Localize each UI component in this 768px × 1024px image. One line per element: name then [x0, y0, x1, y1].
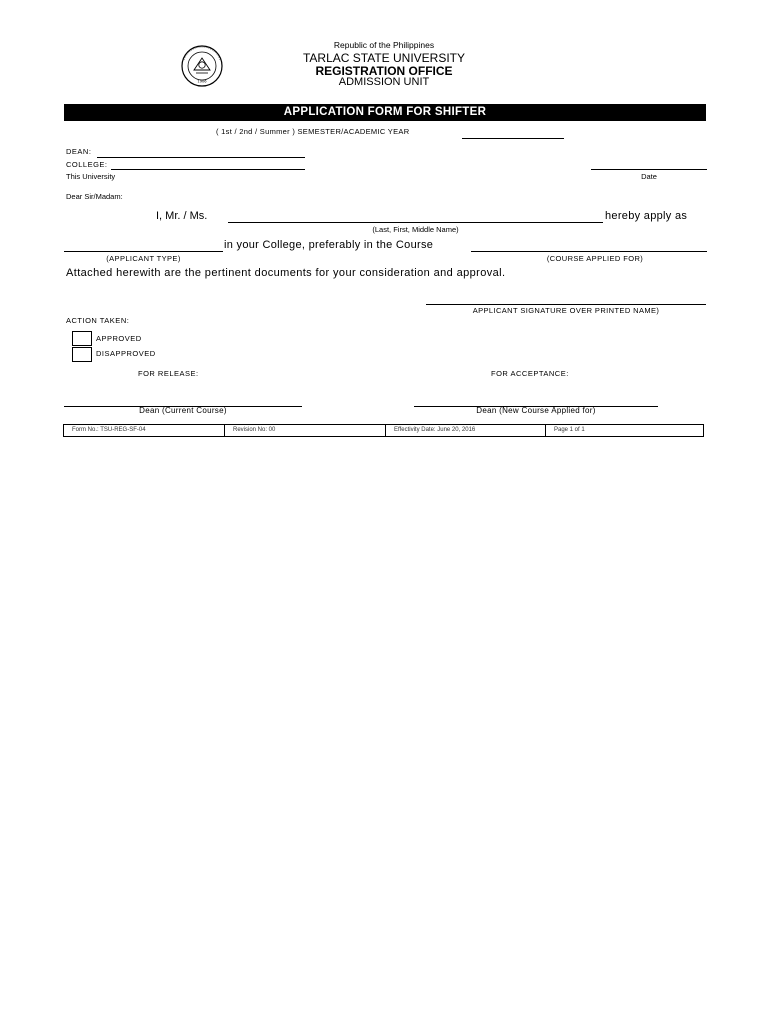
academic-year-field[interactable]: [462, 138, 564, 139]
dean-new-caption: Dean (New Course Applied for): [476, 406, 596, 415]
form-number: Form No.: TSU-REG-SF-04: [64, 425, 225, 436]
form-footer-table: [63, 424, 704, 437]
university-name: TARLAC STATE UNIVERSITY: [302, 51, 466, 65]
seal-year: 1906: [197, 79, 207, 84]
dean-field[interactable]: [97, 157, 305, 158]
hereby-text: hereby apply as: [605, 210, 688, 222]
republic-line: Republic of the Philippines: [333, 40, 435, 50]
in-college-text: in your College, preferably in the Course: [224, 239, 434, 251]
disapproved-label: DISAPPROVED: [96, 349, 156, 358]
unit-name: ADMISSION UNIT: [338, 76, 430, 88]
approved-label: APPROVED: [96, 334, 142, 343]
applicant-name-field[interactable]: [228, 222, 603, 223]
page-number: Page 1 of 1: [554, 427, 585, 433]
action-taken-label: ACTION TAKEN:: [66, 316, 130, 325]
dean-current-caption: Dean (Current Course): [139, 406, 227, 415]
salutation: Dear Sir/Madam:: [66, 192, 123, 201]
for-release-label: FOR RELEASE:: [138, 369, 199, 378]
course-caption: (COURSE APPLIED FOR): [546, 254, 644, 263]
for-acceptance-label: FOR ACCEPTANCE:: [491, 369, 569, 378]
dean-label: DEAN:: [66, 147, 92, 156]
date-field[interactable]: [591, 169, 707, 170]
course-field[interactable]: [471, 251, 707, 252]
semester-label: ( 1st / 2nd / Summer ) SEMESTER/ACADEMIC YEAR: [216, 127, 410, 136]
intro-text: I, Mr. / Ms.: [156, 210, 208, 222]
office-name: REGISTRATION OFFICE: [315, 64, 453, 78]
attached-text: Attached herewith are the pertinent documents for your consideration and approval.: [66, 267, 506, 279]
name-caption: (Last, First, Middle Name): [372, 225, 459, 234]
applicant-signature-field[interactable]: [426, 304, 706, 305]
disapproved-checkbox[interactable]: [72, 347, 92, 362]
university-seal: [172, 44, 232, 88]
revision-number: Revision No: 00: [225, 425, 386, 436]
college-field[interactable]: [111, 169, 305, 170]
effectivity-date: Effectivity Date: June 20, 2016: [386, 425, 546, 436]
form-title-banner: APPLICATION FORM FOR SHIFTER: [64, 104, 706, 121]
college-label: COLLEGE:: [66, 160, 108, 169]
date-label: Date: [641, 172, 657, 181]
applicant-type-field[interactable]: [64, 251, 223, 252]
approved-checkbox[interactable]: [72, 331, 92, 346]
signature-caption: APPLICANT SIGNATURE OVER PRINTED NAME): [472, 306, 660, 315]
applicant-type-caption: (APPLICANT TYPE): [106, 254, 181, 263]
university-label: This University: [66, 172, 116, 181]
